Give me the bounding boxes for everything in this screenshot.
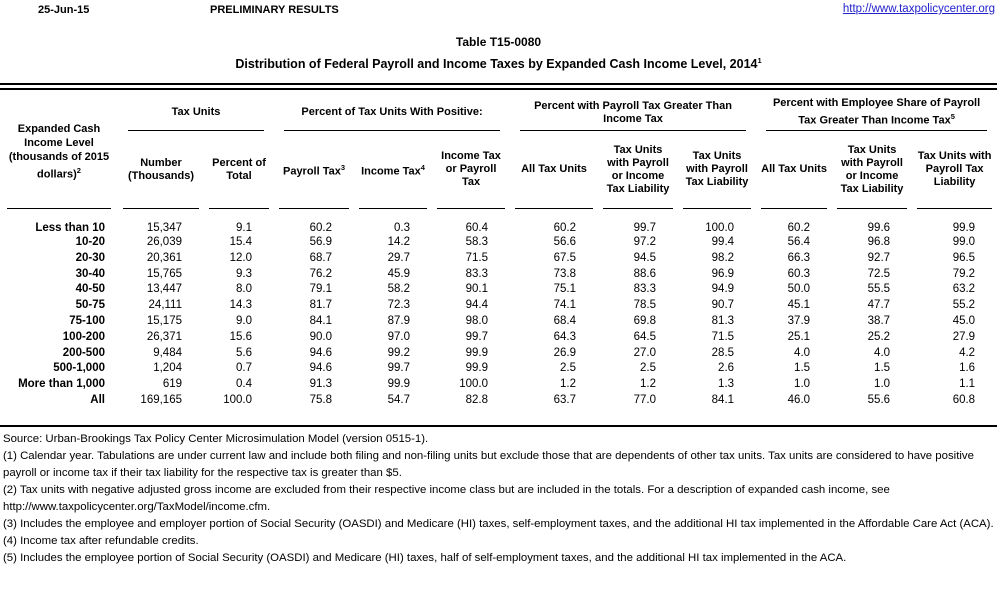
table-cell: 68.7 (309, 251, 333, 264)
column-header-row (0, 131, 997, 209)
table-cell: 2.6 (718, 362, 735, 375)
column-header: All Tax Units (510, 131, 598, 209)
table-cell: 94.4 (465, 299, 489, 312)
table-cell: 81.7 (309, 299, 333, 312)
table-cell: 72.5 (867, 267, 891, 280)
table-cell: 98.0 (465, 315, 489, 328)
table-cell: 55.5 (867, 283, 891, 296)
table-cell: 45.1 (787, 299, 811, 312)
table-cell: 15,175 (146, 315, 182, 328)
table-cell: 84.1 (309, 315, 333, 328)
table-cell: 2.5 (640, 362, 657, 375)
table-cell: 63.2 (952, 283, 976, 296)
table-cell: 90.1 (465, 283, 489, 296)
column-header: All Tax Units (756, 131, 832, 209)
top-double-rule (0, 83, 997, 90)
income-level-header-text: Expanded Cash Income Level (thousands of 2015 dollars) (8, 122, 110, 181)
table-cell: 83.3 (633, 283, 657, 296)
column-header: Tax Units with Payroll or Income Tax Liability (832, 131, 912, 209)
table-cell: 25.2 (867, 330, 891, 343)
column-header: Tax Units with Payroll Tax Liability (678, 131, 756, 209)
footnote-1: (1) Calendar year. Tabulations are under current law and include both filing and non-filing units but exclude those that are dependents of other tax units. Tax units are considered to have positive payroll or income tax if their tax liability for the respective tax is greater than $5. (3, 449, 974, 479)
table-cell: 60.4 (465, 222, 489, 235)
table-cell: 72.3 (387, 299, 411, 312)
income-level-label: 50-75 (75, 299, 105, 312)
table-cell: 56.4 (787, 236, 811, 249)
table-cell: 12.0 (229, 251, 253, 264)
table-cell: 14.3 (229, 299, 253, 312)
table-cell: 94.9 (711, 283, 735, 296)
page-title-text: Distribution of Federal Payroll and Income Taxes by Expanded Cash Income Level, 2014 (235, 57, 758, 72)
table-cell: 81.3 (711, 315, 735, 328)
table-cell: 9.1 (236, 222, 253, 235)
column-header: Income Tax$^4$ (354, 131, 432, 209)
footnotes-block (0, 427, 997, 567)
table-cell: 55.6 (867, 394, 891, 407)
table-cell: 1.5 (794, 362, 811, 375)
table-cell: 24,111 (148, 299, 182, 312)
table-number: Table T15-0080 (455, 35, 542, 49)
footnote-4: (4) Income tax after refundable credits. (3, 534, 199, 547)
table-cell: 96.8 (867, 236, 891, 249)
table-cell: 56.9 (309, 236, 333, 249)
table-cell: 4.0 (874, 346, 891, 359)
group-header-payroll-gt-income (510, 95, 756, 131)
table-row (0, 376, 997, 392)
table-cell: 26,039 (146, 236, 182, 249)
table-cell: 99.9 (465, 362, 489, 375)
table-row (0, 250, 997, 266)
table-cell: 26,371 (146, 330, 182, 343)
table-cell: 1.6 (959, 362, 976, 375)
table-cell: 71.5 (711, 330, 735, 343)
table-cell: 38.7 (867, 315, 891, 328)
income-level-label: 200-500 (62, 346, 105, 359)
table-cell: 1.5 (874, 362, 891, 375)
title-block (0, 35, 997, 71)
table-row (0, 345, 997, 361)
group-label: Percent with Employee Share of Payroll Tax Greater Than Income Tax (772, 97, 981, 127)
table-cell: 169,165 (140, 394, 182, 407)
table-cell: 9,484 (153, 346, 182, 359)
footnote-5: (5) Includes the employee portion of Social Security (OASDI) and Medicare (HI) taxes, half of self-employment taxes, and the additional HI tax implemented in the ACA. (3, 551, 847, 564)
footnote-3: (3) Includes the employee and employer portion of Social Security (OASDI) and Medicare (HI) taxes, self-employment taxes, and the additional HI tax implemented in the Affordable Care Act (ACA). (3, 517, 994, 530)
taxpolicycenter-link[interactable]: http://www.taxpolicycenter.org (842, 3, 995, 15)
table-cell: 28.5 (711, 346, 735, 359)
table-cell: 74.1 (553, 299, 577, 312)
table-cell: 96.9 (711, 267, 735, 280)
table-cell: 99.2 (387, 346, 411, 359)
table-cell: 99.9 (952, 222, 976, 235)
table-cell: 13,447 (146, 283, 182, 296)
table-cell: 73.8 (553, 267, 577, 280)
table-cell: 0.7 (236, 362, 253, 375)
table-cell: 47.7 (867, 299, 891, 312)
table-cell: 1.1 (959, 378, 976, 391)
table-cell: 1.2 (640, 378, 657, 391)
income-level-label: All (90, 394, 105, 407)
table-cell: 69.8 (633, 315, 657, 328)
column-header: Income Tax or Payroll Tax (432, 131, 510, 209)
income-level-label: 30-40 (75, 267, 105, 280)
table-cell: 100.0 (223, 394, 253, 407)
table-cell: 99.7 (633, 222, 657, 235)
table-cell: 58.2 (387, 283, 411, 296)
table-cell: 20,361 (146, 251, 182, 264)
group-label: Percent with Payroll Tax Greater Than Income Tax (534, 99, 732, 125)
table-cell: 99.9 (465, 346, 489, 359)
table-cell: 5.6 (236, 346, 253, 359)
table-cell: 91.3 (309, 378, 333, 391)
table-cell: 46.0 (787, 394, 811, 407)
table-cell: 99.4 (711, 236, 735, 249)
table-body (0, 209, 997, 408)
income-level-label: 20-30 (75, 251, 105, 264)
table-row (0, 209, 997, 234)
table-cell: 45.0 (952, 315, 976, 328)
table-cell: 94.6 (309, 346, 333, 359)
group-header-percent-positive (274, 95, 510, 131)
income-level-label: 75-100 (69, 315, 105, 328)
table-cell: 79.2 (952, 267, 976, 280)
income-level-label: 10-20 (75, 236, 105, 249)
table-cell: 14.2 (387, 236, 411, 249)
table-cell: 84.1 (711, 394, 735, 407)
table-cell: 94.5 (633, 251, 657, 264)
table-row (0, 313, 997, 329)
table-cell: 76.2 (309, 267, 333, 280)
table-cell: 0.3 (394, 222, 411, 235)
column-header: Percent of Total (204, 131, 274, 209)
table-cell: 8.0 (236, 283, 253, 296)
table-cell: 15,765 (146, 267, 182, 280)
column-header: Number (Thousands) (118, 131, 204, 209)
table-cell: 27.0 (633, 346, 657, 359)
group-label: Percent of Tax Units With Positive: (301, 106, 483, 119)
table-cell: 25.1 (787, 330, 811, 343)
table-cell: 88.6 (633, 267, 657, 280)
table-cell: 1.0 (874, 378, 891, 391)
table-row (0, 392, 997, 408)
table-cell: 66.3 (787, 251, 811, 264)
table-cell: 60.8 (952, 394, 976, 407)
income-level-label: Less than 10 (35, 222, 105, 235)
table-cell: 94.6 (309, 362, 333, 375)
table-cell: 75.8 (309, 394, 333, 407)
table-row (0, 361, 997, 377)
table-cell: 90.7 (711, 299, 735, 312)
income-level-label: 500-1,000 (53, 362, 105, 375)
table-cell: 83.3 (465, 267, 489, 280)
page-title (0, 56, 997, 71)
group-header-employee-share-gt-income (756, 95, 997, 131)
table-cell: 4.0 (794, 346, 811, 359)
table-cell: 97.2 (633, 236, 657, 249)
table-cell: 64.3 (553, 330, 577, 343)
table-cell: 0.4 (236, 378, 253, 391)
table-cell: 60.2 (309, 222, 333, 235)
column-header: Tax Units with Payroll Tax Liability (912, 131, 997, 209)
table-cell: 97.0 (387, 330, 411, 343)
table-cell: 50.0 (787, 283, 811, 296)
table-cell: 92.7 (867, 251, 891, 264)
table-cell: 96.5 (952, 251, 976, 264)
table-cell: 90.0 (309, 330, 333, 343)
table-cell: 100.0 (459, 378, 489, 391)
report-date: 25-Jun-15 (38, 4, 90, 16)
table-cell: 1.2 (560, 378, 577, 391)
table-cell: 60.2 (787, 222, 811, 235)
table-cell: 63.7 (553, 394, 577, 407)
income-level-label: 100-200 (62, 330, 105, 343)
table-cell: 1.0 (794, 378, 811, 391)
table-cell: 68.4 (553, 315, 577, 328)
page-title-superscript: 1 (757, 56, 762, 65)
table-cell: 75.1 (553, 283, 577, 296)
income-level-header-superscript: 2 (76, 165, 81, 175)
table-cell: 64.5 (633, 330, 657, 343)
table-cell: 99.6 (867, 222, 891, 235)
income-level-label: 40-50 (75, 283, 105, 296)
table-cell: 9.0 (236, 315, 253, 328)
source-note: Source: Urban-Brookings Tax Policy Center Microsimulation Model (version 0515-1). (3, 432, 429, 445)
column-header-income-level (0, 95, 118, 209)
table-cell: 58.3 (465, 236, 489, 249)
table-cell: 1,204 (153, 362, 182, 375)
footnote-2: (2) Tax units with negative adjusted gross income are excluded from their respective income class but are included in the totals. For a description of expanded cash income, see http://www.taxpolicycenter.org/TaxModel/income.cfm. (3, 483, 890, 513)
table-cell: 54.7 (387, 394, 411, 407)
table-cell: 55.2 (952, 299, 976, 312)
table-cell: 77.0 (633, 394, 657, 407)
table-cell: 15,347 (146, 222, 182, 235)
table-cell: 98.2 (711, 251, 735, 264)
table-row (0, 266, 997, 282)
table-cell: 26.9 (553, 346, 577, 359)
table-cell: 60.2 (553, 222, 577, 235)
table-cell: 99.7 (387, 362, 411, 375)
table-cell: 2.5 (560, 362, 577, 375)
column-header: Payroll Tax$^3$ (274, 131, 354, 209)
table-row (0, 282, 997, 298)
group-header-row (0, 95, 997, 131)
table-row (0, 329, 997, 345)
table-cell: 71.5 (465, 251, 489, 264)
table-cell: 27.9 (952, 330, 976, 343)
table-cell: 37.9 (787, 315, 811, 328)
table-cell: 15.6 (229, 330, 253, 343)
table-cell: 99.0 (952, 236, 976, 249)
table-cell: 100.0 (705, 222, 735, 235)
column-header: Tax Units with Payroll or Income Tax Liability (598, 131, 678, 209)
table-cell: 619 (162, 378, 182, 391)
distribution-table (0, 95, 997, 408)
table-cell: 67.5 (553, 251, 577, 264)
table-cell: 60.3 (787, 267, 811, 280)
table-row (0, 234, 997, 250)
table-cell: 4.2 (959, 346, 976, 359)
table-cell: 9.3 (236, 267, 253, 280)
table-row (0, 297, 997, 313)
group-header-tax-units (118, 95, 274, 131)
table-cell: 45.9 (387, 267, 411, 280)
table-cell: 99.9 (387, 378, 411, 391)
table-cell: 15.4 (229, 236, 253, 249)
table-cell: 99.7 (465, 330, 489, 343)
table-cell: 87.9 (387, 315, 411, 328)
income-level-label: More than 1,000 (18, 378, 105, 391)
table-cell: 1.3 (718, 378, 735, 391)
table-cell: 82.8 (465, 394, 489, 407)
top-bar (0, 0, 997, 20)
table-cell: 79.1 (309, 283, 333, 296)
preliminary-results-label: PRELIMINARY RESULTS (210, 4, 339, 16)
table-cell: 29.7 (387, 251, 411, 264)
table-cell: 56.6 (553, 236, 577, 249)
group-label: Tax Units (171, 106, 221, 119)
table-cell: 78.5 (633, 299, 657, 312)
group-label-superscript: 5 (950, 112, 955, 122)
